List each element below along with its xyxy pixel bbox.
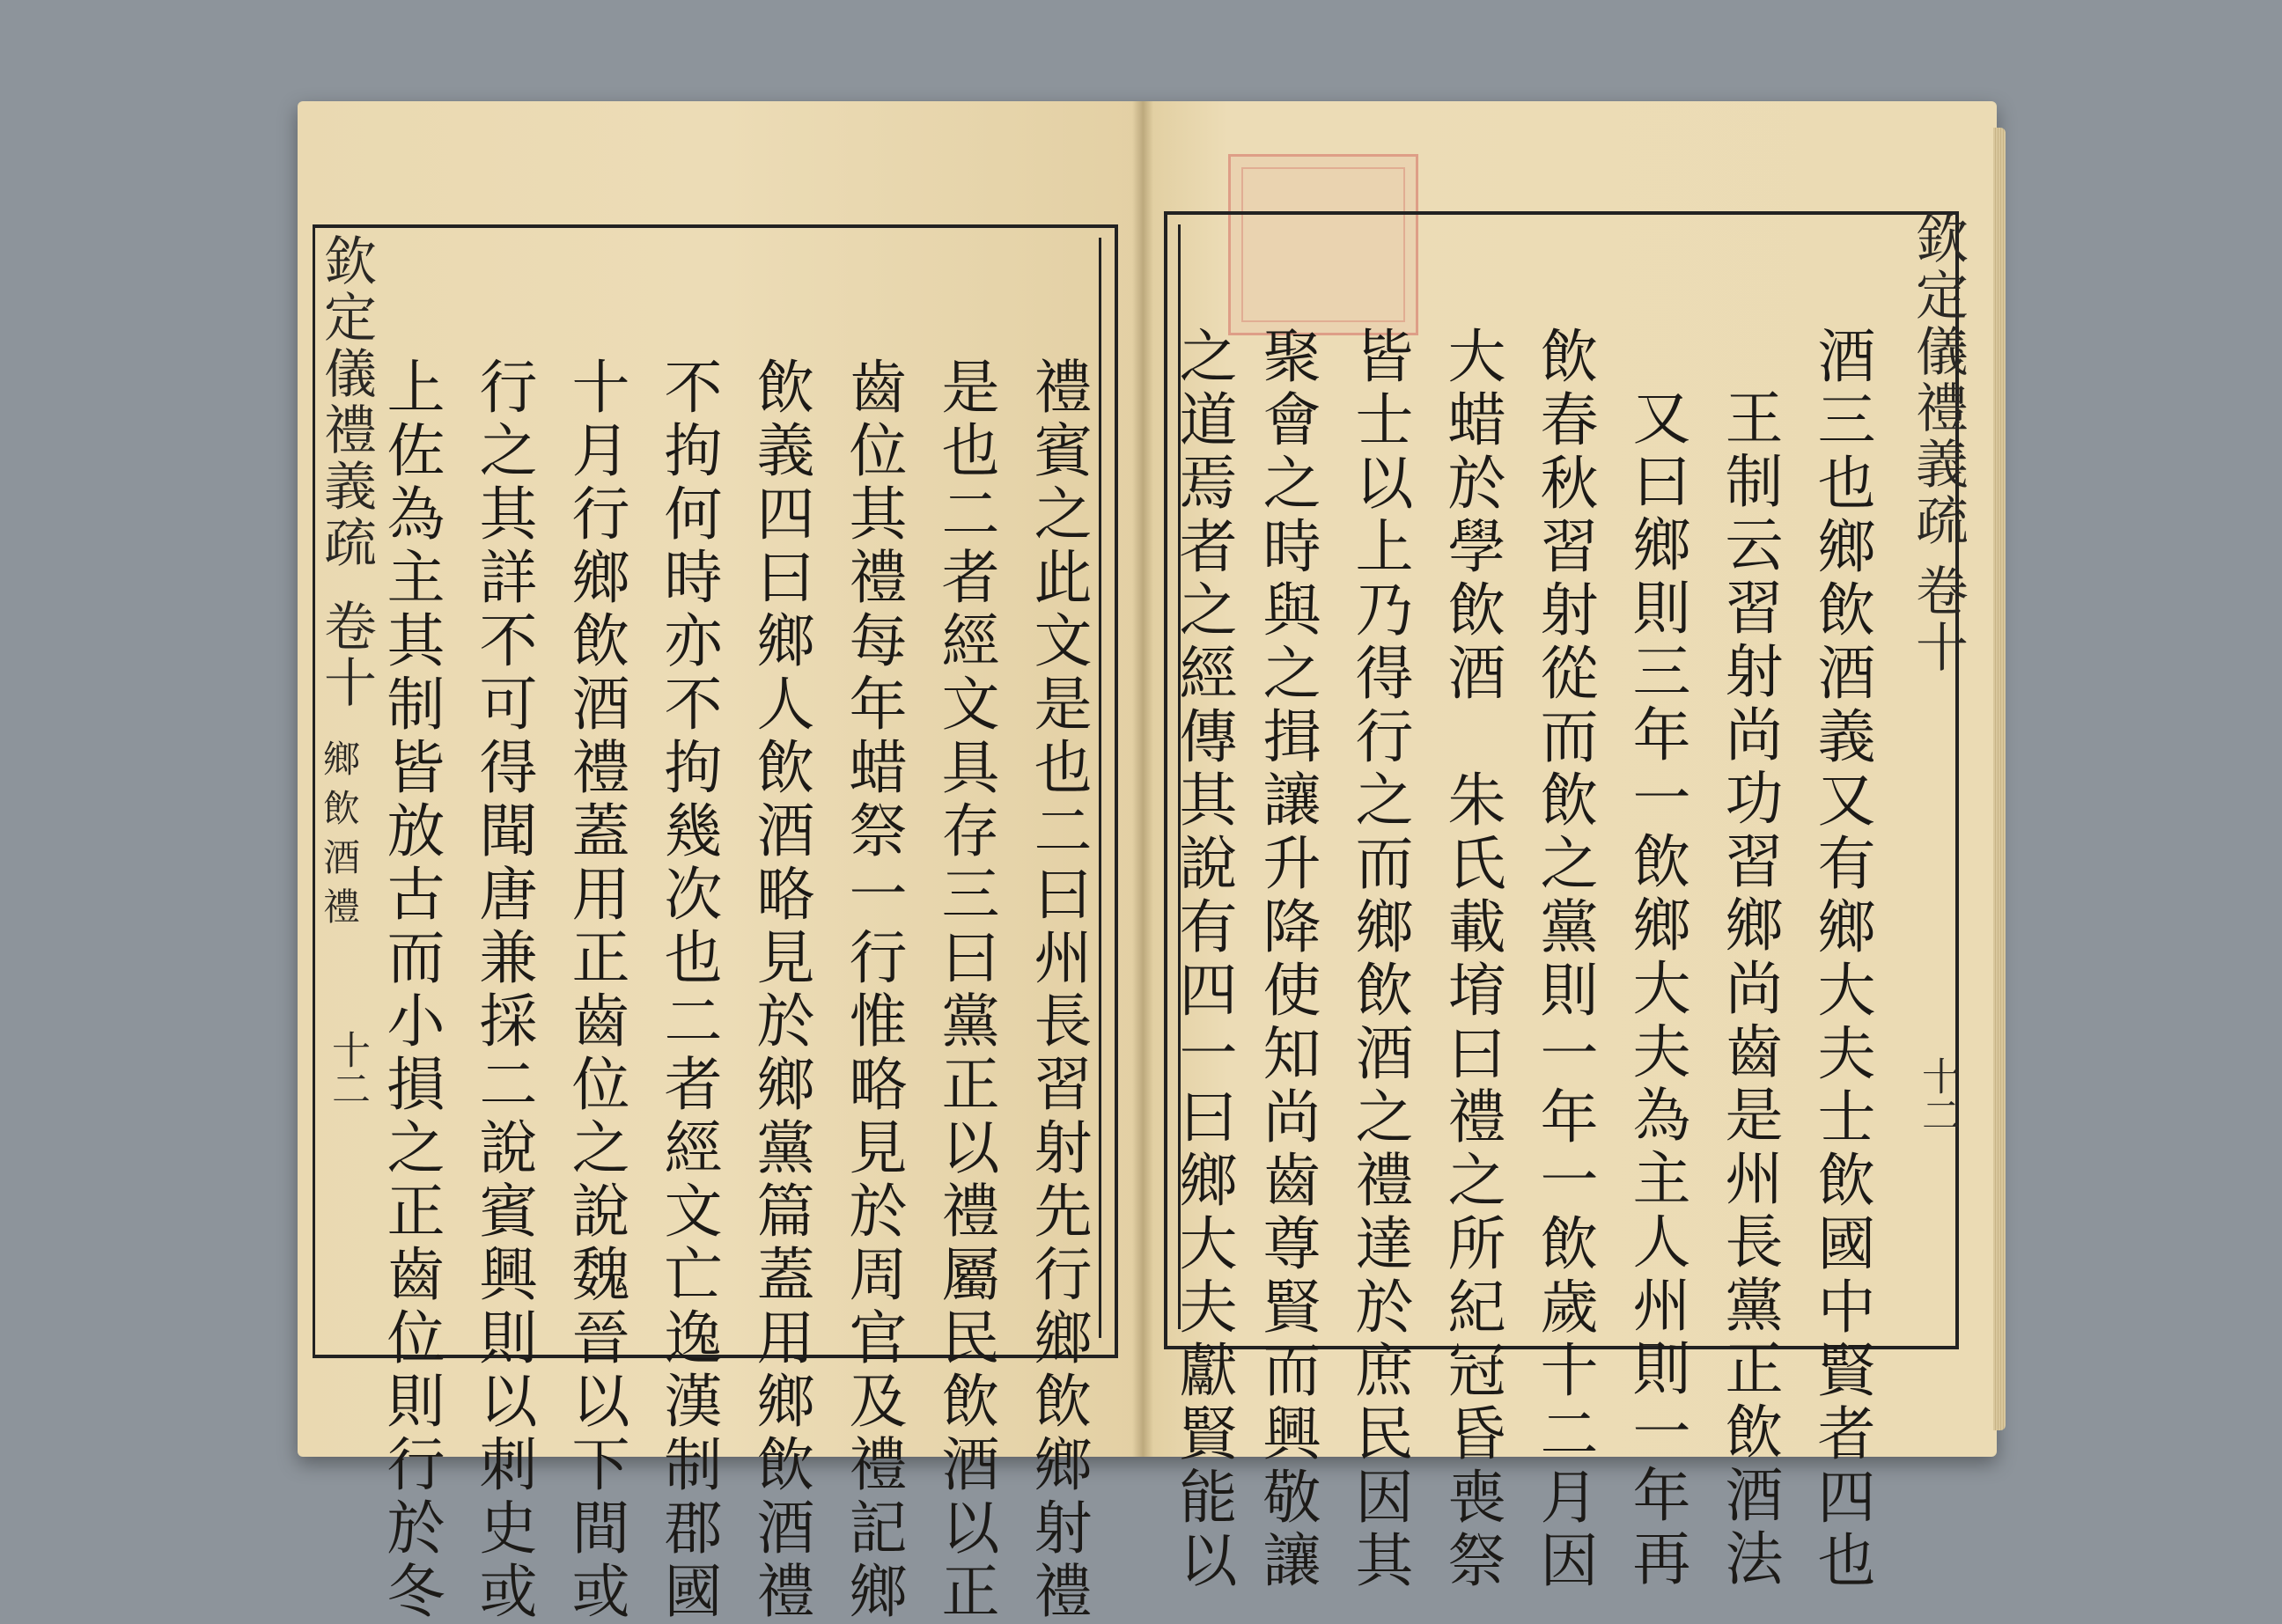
right-text-column: 之道焉者之經傳其說有四一曰鄉大夫獻賢能以 (1169, 326, 1237, 1593)
page-edges (1993, 128, 2006, 1430)
book-gutter (1132, 101, 1153, 1457)
left-text-column: 飲義四曰鄉人飲酒略見於鄉黨篇蓋用鄉飲酒禮 (747, 356, 814, 1624)
left-text-column: 行之其詳不可得聞唐兼採二說賓興則以刺史或 (469, 356, 537, 1624)
right-text-column: 又曰鄉則三年一飲鄉大夫為主人州則一年再 (1623, 387, 1690, 1591)
left-text-column: 十月行鄉飲酒禮蓋用正齒位之說魏晉以下間或 (562, 356, 629, 1624)
left-margin-title: 欽定儀禮義疏 (315, 233, 377, 571)
left-frame-inner-rule (1099, 238, 1101, 1338)
left-text-column: 是也二者經文具存三曰黨正以禮屬民飲酒以正 (931, 356, 999, 1624)
right-page-number: 十二 (1915, 1056, 1960, 1134)
right-text-column: 聚會之時與之揖讓升降使知尚齒尊賢而興敬讓 (1253, 326, 1321, 1593)
left-section-title: 鄉飲酒禮 (318, 739, 361, 937)
left-text-column: 禮賓之此文是也二曰州長習射先行鄉飲鄉射禮 (1024, 356, 1092, 1624)
right-text-column: 皆士以上乃得行之而鄉飲酒之禮達於庶民因其 (1345, 326, 1413, 1593)
right-volume-marker: 卷十 (1907, 563, 1969, 676)
right-text-column: 王制云習射尚功習鄉尚齒是州長黨正飲酒法 (1715, 387, 1783, 1591)
left-volume-marker: 卷十 (315, 599, 377, 711)
left-text-column: 不拘何時亦不拘幾次也二者經文亡逸漢制郡國 (654, 356, 722, 1624)
right-text-column: 酒三也鄉飲酒義又有鄉大夫士飲國中賢者四也 (1807, 326, 1875, 1593)
right-margin-title: 欽定儀禮義疏 (1907, 211, 1969, 549)
right-text-column: 大蜡於學飲酒 朱氏載堉曰禮之所紀冠昏喪祭 (1438, 326, 1505, 1593)
left-page-number: 十二 (325, 1030, 370, 1107)
left-text-column: 齒位其禮每年蜡祭一行惟略見於周官及禮記鄉 (839, 356, 907, 1624)
left-text-column: 上佐為主其制皆放古而小損之正齒位則行於冬 (377, 356, 445, 1624)
right-text-column: 飲春秋習射從而飲之黨則一年一飲歲十二月因 (1530, 326, 1598, 1593)
